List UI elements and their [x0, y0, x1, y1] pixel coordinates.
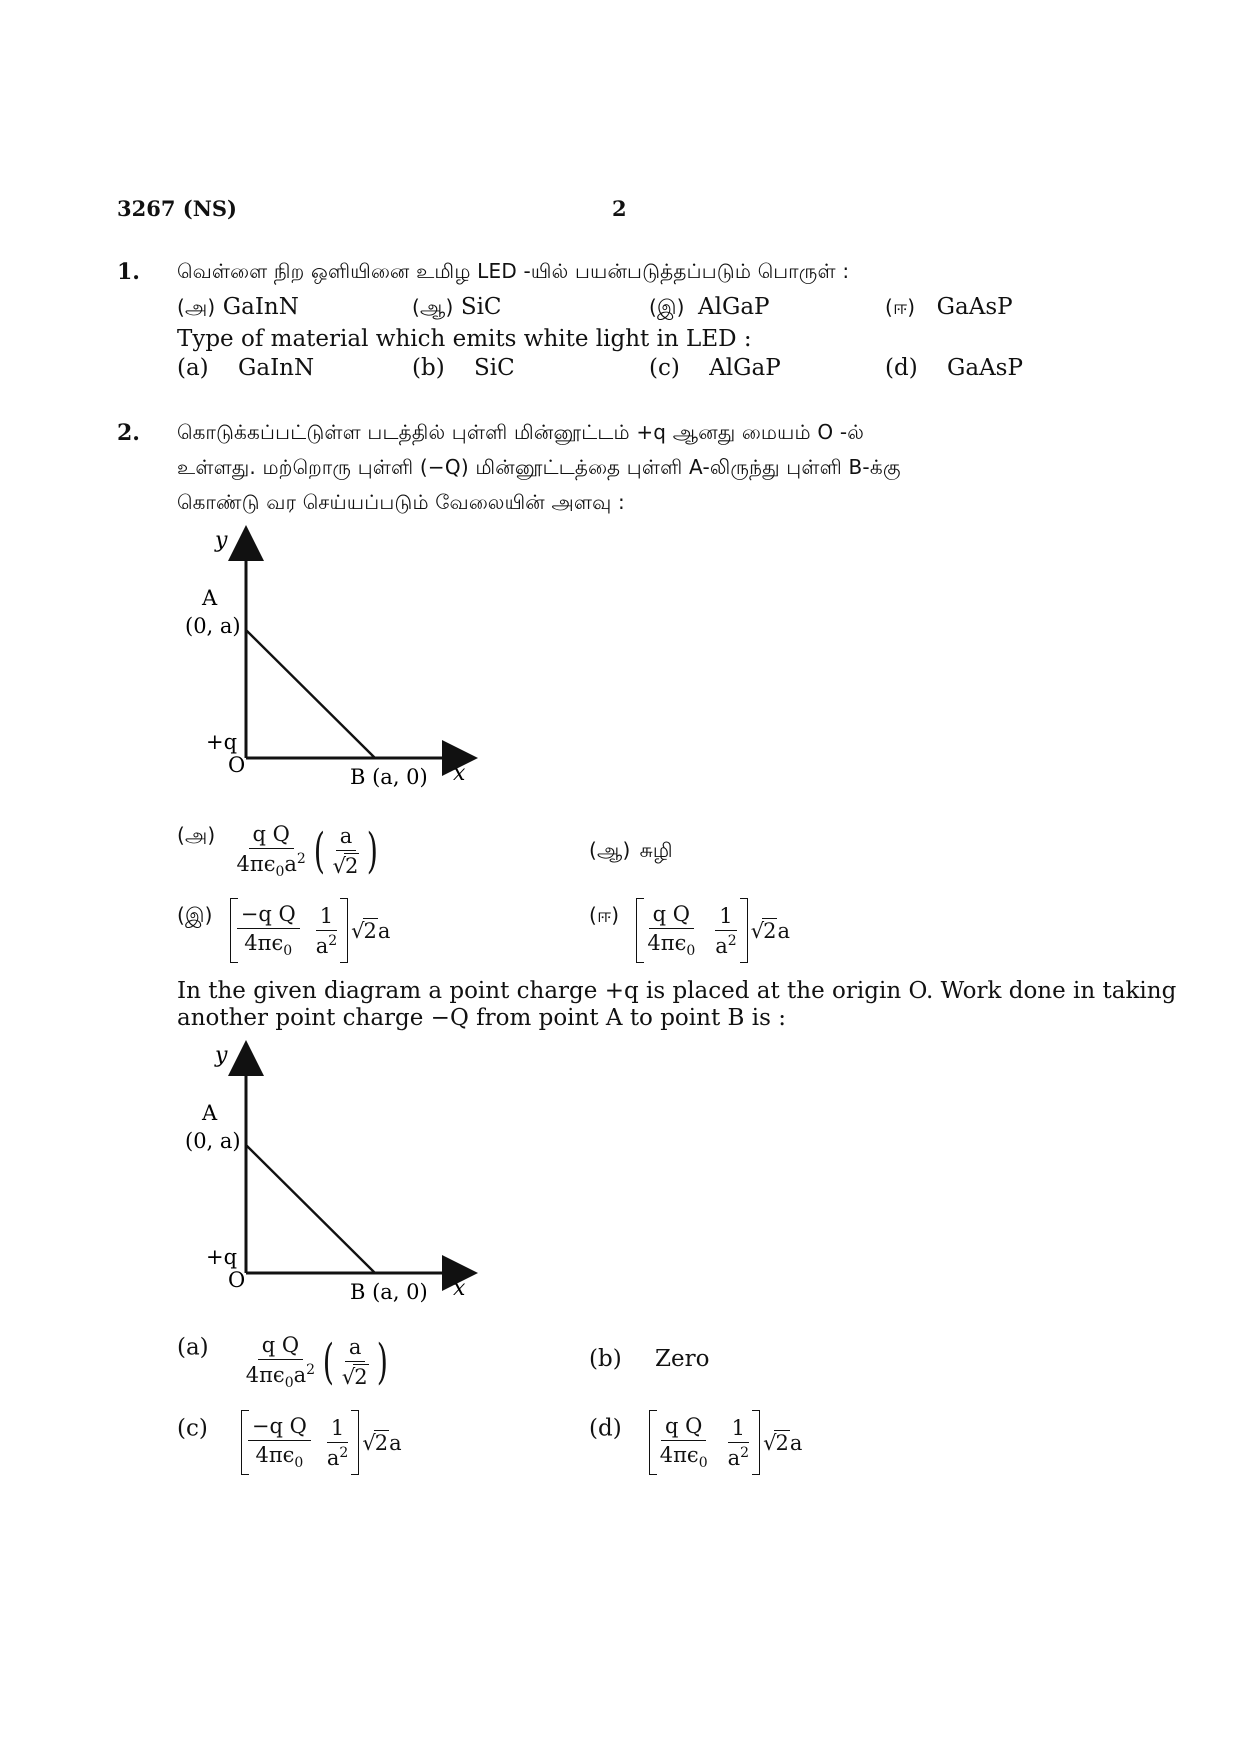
den-sup: 2 [296, 851, 306, 868]
denominator [724, 1443, 753, 1470]
q2-english-option-c [177, 1410, 402, 1475]
q2-tamil-option-a [177, 822, 382, 880]
point-a-name: A [202, 586, 218, 610]
left-paren: ( [313, 823, 325, 880]
sqrt-body: 2 [344, 854, 359, 879]
fraction [329, 824, 364, 878]
den-a: a [315, 933, 329, 958]
numerator: q Q [661, 1414, 706, 1441]
numerator: −q Q [237, 902, 300, 929]
denominator [643, 929, 699, 959]
q2-english-line-1: In the given diagram a point charge +q is placed at the origin O. Work done in taking [177, 978, 1177, 1004]
denominator [656, 1441, 712, 1471]
denominator [240, 929, 296, 959]
point-a-name: A [202, 1101, 218, 1125]
q2-english-option-b [589, 1346, 709, 1372]
tail-a: a [777, 918, 791, 943]
q2-tamil-line-3: கொண்டு வர செய்யப்படும் வேலையின் அளவு : [177, 490, 625, 514]
left-paren: ( [322, 1334, 335, 1391]
denominator [251, 1441, 307, 1471]
q2-tamil-option-d [589, 898, 790, 963]
option-text: AlGaP [709, 355, 781, 381]
q1-english-option-c [649, 355, 781, 381]
q2-tamil-option-b [589, 838, 673, 865]
origin-label: O [228, 1268, 246, 1292]
q1-tamil-option-b [412, 294, 502, 322]
q2-diagram-english [170, 1040, 480, 1315]
option-text: SiC [473, 355, 515, 381]
den-sup: 2 [306, 1362, 316, 1379]
q1-tamil-option-d [885, 294, 1013, 322]
den-sub: 0 [686, 943, 696, 960]
q1-english-text: Type of material which emits white light in LED : [177, 326, 752, 352]
option-text: AlGaP [697, 294, 770, 320]
option-label: (ஈ) [885, 295, 916, 319]
path-a-to-b [246, 630, 375, 758]
y-axis-label: y [215, 528, 228, 553]
denominator [312, 931, 341, 958]
fraction [233, 822, 310, 880]
den-text: 4πϵ [244, 931, 284, 956]
denominator [242, 1360, 319, 1391]
option-label: (a) [177, 1334, 209, 1361]
x-axis-label: x [453, 1276, 466, 1301]
option-label: (அ) [177, 295, 216, 319]
q1-tamil-option-a [177, 294, 299, 322]
bracket [649, 1410, 760, 1475]
den-a: a [293, 1363, 307, 1388]
den-sub: 0 [284, 1375, 294, 1392]
numerator: q Q [258, 1333, 303, 1360]
point-a-coord: (0, a) [185, 1129, 241, 1153]
numerator: q Q [649, 902, 694, 929]
sqrt-sign: √ [362, 1430, 376, 1455]
bracket [636, 898, 747, 963]
den-sub: 0 [275, 864, 285, 881]
paper-code: 3267 (NS) [117, 196, 237, 221]
q2-number: 2. [117, 420, 140, 446]
denominator [338, 1362, 373, 1389]
option-label: (c) [177, 1415, 208, 1442]
fraction [643, 902, 699, 959]
fraction [711, 904, 740, 958]
den-a: a [715, 933, 728, 958]
sqrt-sign: √ [763, 1430, 777, 1455]
den-sub: 0 [294, 1455, 304, 1472]
formula-d [649, 1410, 803, 1475]
option-label: (d) [885, 355, 918, 381]
q2-tamil-line-2: உள்ளது. மற்றொரு புள்ளி (−Q) மின்னூட்டத்தை புள்ளி A-லிருந்து புள்ளி B-க்கு [177, 455, 901, 479]
point-b-label: B (a, 0) [350, 1280, 428, 1304]
den-sup: 2 [328, 932, 338, 949]
fraction [656, 1414, 712, 1471]
option-label: (ஆ) [412, 295, 454, 319]
formula-d [636, 898, 790, 963]
option-text: Zero [654, 1346, 710, 1372]
fraction [248, 1414, 311, 1471]
fraction [323, 1416, 352, 1470]
y-axis-label: y [215, 1043, 228, 1068]
den-text: 4πϵ [647, 931, 687, 956]
q1-tamil-option-c [649, 294, 770, 322]
formula-c [241, 1410, 402, 1475]
tail-a: a [789, 1430, 803, 1455]
fraction [242, 1333, 319, 1391]
point-a-coord: (0, a) [185, 614, 241, 638]
formula-a [233, 822, 383, 880]
option-label: (c) [649, 355, 680, 381]
den-a: a [284, 852, 297, 877]
numerator: a [336, 824, 357, 851]
den-sup: 2 [727, 932, 737, 949]
fraction [338, 1335, 373, 1389]
den-sub: 0 [698, 1455, 708, 1472]
page-number: 2 [612, 196, 627, 221]
den-sup: 2 [339, 1444, 349, 1461]
option-label: (இ) [649, 295, 685, 319]
q2-english-option-d [589, 1410, 802, 1475]
sqrt-body: 2 [354, 1365, 368, 1390]
numerator: 1 [327, 1416, 348, 1443]
denominator [233, 849, 310, 880]
q2-tamil-line-1: கொடுக்கப்பட்டுள்ள படத்தில் புள்ளி மின்னூட்டம் +q ஆனது மையம் O -ல் [177, 420, 865, 444]
x-axis-label: x [453, 761, 466, 786]
q2-diagram-tamil [170, 525, 480, 800]
numerator: −q Q [248, 1414, 311, 1441]
q2-english-line-2: another point charge −Q from point A to point B is : [177, 1005, 786, 1031]
q1-tamil-text: வெள்ளை நிற ஒளியினை உமிழ LED -யில் பயன்படுத்தப்படும் பொருள் : [177, 259, 850, 283]
den-sub: 0 [283, 943, 293, 960]
q1-english-option-a [177, 355, 314, 381]
sqrt-body: 2 [363, 919, 377, 944]
bracket [230, 898, 348, 963]
sqrt-sign: √ [750, 918, 765, 943]
sqrt-sign: √ [351, 918, 365, 943]
numerator: 1 [715, 904, 736, 931]
sqrt-sign: √ [332, 854, 346, 879]
tail-a: a [389, 1430, 402, 1455]
fraction [312, 904, 341, 958]
denominator [329, 851, 364, 878]
origin-label: O [228, 753, 246, 777]
numerator: a [345, 1335, 366, 1362]
charge-label: +q [206, 730, 238, 754]
sqrt-sign: √ [341, 1365, 356, 1390]
q1-number: 1. [117, 259, 140, 285]
q1-english-option-d [885, 355, 1023, 381]
option-label: (அ) [177, 823, 216, 847]
q2-english-option-a [177, 1333, 391, 1391]
bracket [241, 1410, 359, 1475]
formula-a [242, 1333, 392, 1391]
option-label: (a) [177, 355, 209, 381]
sqrt-body: 2 [374, 1431, 389, 1456]
numerator: 1 [728, 1416, 749, 1443]
denominator [323, 1443, 352, 1470]
numerator: 1 [316, 904, 337, 931]
den-a: a [326, 1445, 340, 1470]
option-label: (d) [589, 1415, 622, 1442]
path-a-to-b [246, 1145, 375, 1273]
option-text: SiC [460, 294, 502, 320]
point-b-label: B (a, 0) [350, 765, 428, 789]
q2-tamil-option-c [177, 898, 390, 963]
formula-c [230, 898, 391, 963]
den-text: 4πϵ [255, 1443, 295, 1468]
fraction [237, 902, 300, 959]
den-sup: 2 [740, 1444, 750, 1461]
right-paren: ) [376, 1334, 388, 1391]
option-label: (b) [412, 355, 445, 381]
option-text: சுழி [639, 838, 673, 862]
numerator: q Q [249, 822, 294, 849]
right-paren: ) [367, 823, 379, 880]
tail-a: a [377, 918, 391, 943]
den-text: 4πϵ [245, 1363, 285, 1388]
fraction [724, 1416, 753, 1470]
den-text: 4πϵ [236, 852, 276, 877]
charge-label: +q [206, 1245, 238, 1269]
option-label: (ஈ) [589, 903, 620, 927]
option-text: GaAsP [936, 294, 1013, 320]
denominator [711, 931, 740, 958]
den-text: 4πϵ [659, 1443, 699, 1468]
option-label: (ஆ) [589, 838, 631, 862]
option-label: (b) [589, 1346, 622, 1372]
option-text: GaAsP [946, 355, 1023, 381]
sqrt-body: 2 [775, 1431, 789, 1456]
q1-english-option-b [412, 355, 515, 381]
sqrt-body: 2 [763, 919, 777, 944]
option-label: (இ) [177, 903, 213, 927]
den-a: a [727, 1445, 741, 1470]
option-text: GaInN [222, 294, 299, 320]
option-text: GaInN [237, 355, 315, 381]
